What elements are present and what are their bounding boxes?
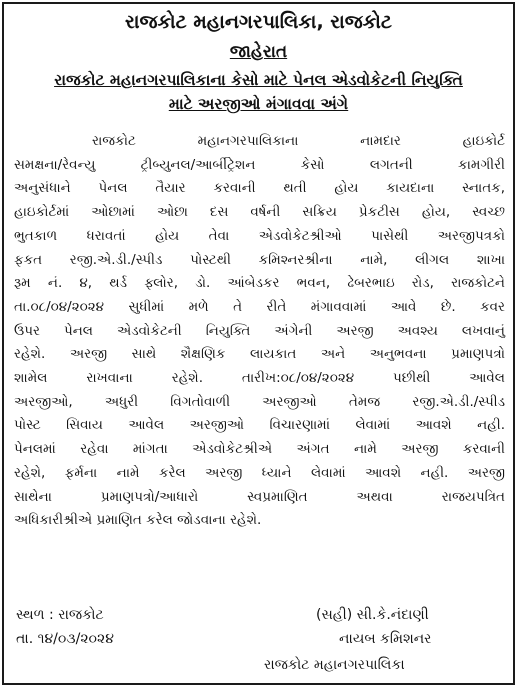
subject-line-1: રાજકોટ મહાનગરપાલિકાના કેસો માટે પેનલ એડવોકેટની નિયુક્તિ: [54, 71, 463, 89]
body-line: હાઇકોર્ટમાં ઓછામાં ઓછા દસ વર્ષની સક્રિય પ્રેકટીસ હોય, સ્વચ્છ: [14, 204, 505, 221]
signatory-designation: નાયબ કમિશનર: [339, 631, 432, 647]
body-line: અનુસંધાને પેનલ તૈયાર કરવાની થતી હોય કાયદાના સ્નાતક,: [14, 180, 505, 197]
notice-subject: [14, 68, 503, 116]
place-label: સ્થળ : રાજકોટ: [16, 607, 104, 623]
body-line: રૂમ નં. ૪, થર્ડ ફ્લોર, ડો. આંબેડકર ભવન, ઢેબરભાઇ રોડ, રાજકોટને: [14, 275, 505, 292]
body-line: રાજકોટ મહાનગરપાલિકાના નામદાર હાઇકોર્ટ: [92, 133, 505, 149]
body-line: શામેલ રાખવાના રહેશે. તારીખ:૦૮/૦૪/૨૦૨૪ પછીથી આવેલ: [14, 370, 505, 387]
issuing-organization: રાજકોટ મહાનગરપાલિકા: [264, 657, 405, 673]
body-line: ભુતકાળ ધરાવતાં હોય તેવા એડવોકેટશ્રીઓ પાસેથી અરજીપત્રકો: [14, 227, 505, 244]
body-line: ફકત રજી.એ.ડી./સ્પીડ પોસ્ટથી કમિશ્નરશ્રીના નામે, લીગલ શાખા: [14, 251, 505, 268]
advertisement-notice: [2, 2, 515, 685]
notice-title: રાજકોટ મહાનગરપાલિકા, રાજકોટ: [125, 11, 392, 33]
body-line: અરજીઓ, અધુરી વિગતોવાળી અરજીઓ તેમજ રજી.એ.ડી./સ્પીડ: [14, 393, 505, 410]
notice-label: જાહેરાત: [229, 42, 288, 62]
body-line: રહેશે. અરજી સાથે શૈક્ષણિક લાયકાત અને અનુભવના પ્રમાણપત્રો: [14, 346, 505, 363]
body-line: તા.૦૮/૦૪/૨૦૨૪ સુધીમાં મળે તે રીતે મંગાવવામાં આવે છે. કવર: [14, 298, 505, 315]
body-line: પોસ્ટ સિવાય આવેલ અરજીઓ વિચારણામાં લેવામાં આવશે નહી.: [14, 417, 505, 434]
body-line: સમક્ષના/રેવન્યુ ટ્રીબ્યુનલ/આર્બીટ્રેશન કેસો લગતની કામગીરી: [14, 156, 505, 173]
body-line: પેનલમાં રહેવા માંગતા એડવોકેટશ્રીએ અંગત નામે અરજી કરવાની: [14, 441, 505, 458]
body-line: રહેશે, ફર્મના નામે કરેલ અરજી ધ્યાને લેવામાં આવશે નહી. અરજી: [14, 464, 505, 481]
notice-date: તા. ૧૪/૦૩/૨૦૨૪: [16, 631, 114, 647]
signature-name: (સહી) સી.કે.નંદાણી: [316, 607, 429, 623]
notice-body: [14, 130, 505, 533]
body-line: સાથેના પ્રમાણપત્રો/આધારો સ્વપ્રમાણિત અથવા રાજયપત્રિત: [14, 488, 505, 505]
notice-heading: [4, 41, 513, 63]
body-line: અધિકારીશ્રીએ પ્રમાણિત કરેલ જોડવાના રહેશે.: [14, 512, 262, 529]
body-line: ઉપર પેનલ એડવોકેટની નિયુક્તિ અંગેની અરજી અવશ્ય લખવાનું: [14, 322, 505, 339]
subject-line-2: માટે અરજીઓ મંગાવવા અંગે: [168, 95, 349, 113]
